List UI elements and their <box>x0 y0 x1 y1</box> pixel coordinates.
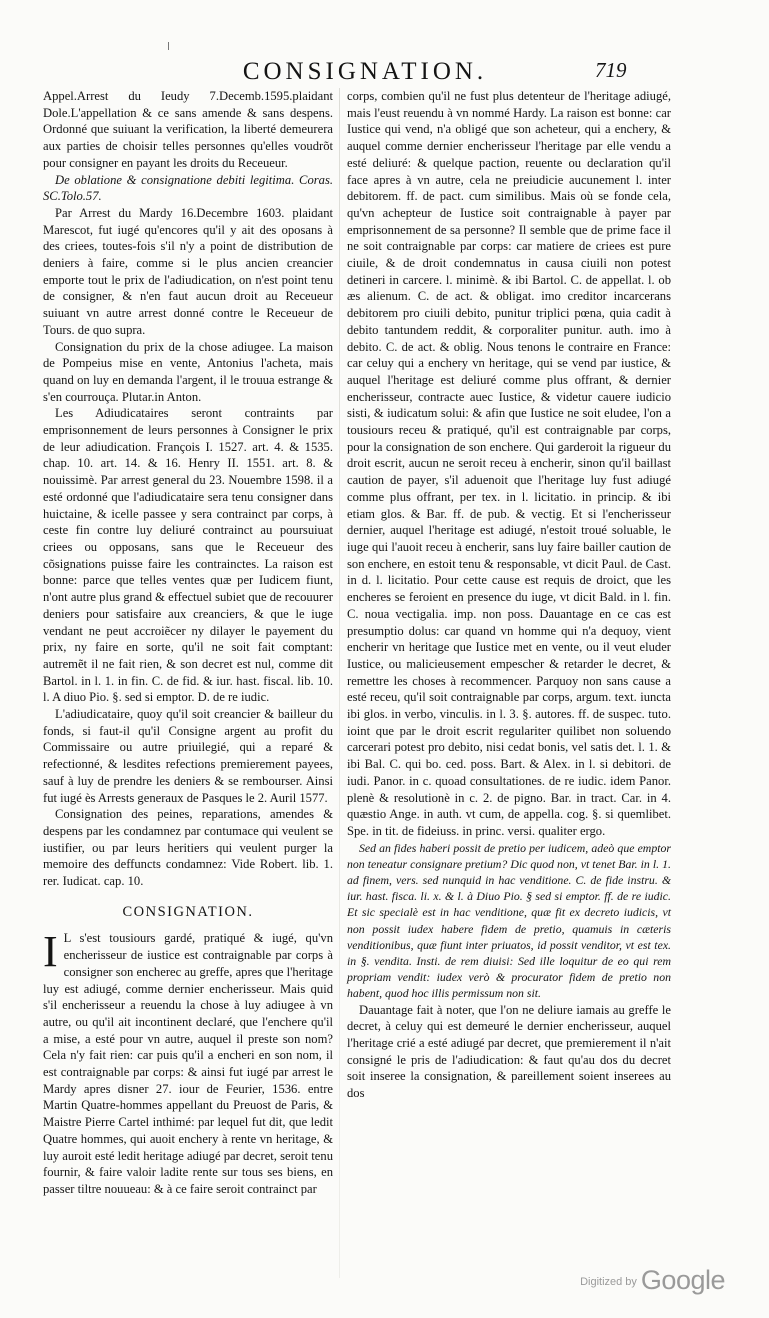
left-paragraph: Consignation du prix de la chose adiugee. La maison de Pompeius mise en vente, Antonius l'acheta, mais quand on luy en demanda l'argent, il le trouua estrange & s'en courrouça. Plutar.in Anton. <box>43 339 333 404</box>
watermark-prefix: Digitized by <box>580 1276 637 1288</box>
section-heading: CONSIGNATION. <box>122 903 254 920</box>
left-paragraph: Consignation des peines, reparations, amendes & despens par les condamnez par contumace qui veulent se iustifier, ou par leurs heritiers qui veulent purger la memoire des deffuncts condamnez: Vide Robert. lib. 1. rer. Iudicat. cap. 10. <box>43 807 333 889</box>
left-paragraph: L'adiudicataire, quoy qu'il soit creancier & bailleur du fonds, si faut-il qu'il Consigne argent au profit du Commissaire ou autre priuilegié, qui a reparé & refectionné, & lesdites refections premierement payees, sauf à luy de prendre les deniers & se rembourser. Ainsi fut iugé ès Arrests generaux de Pasques le 2. Auril 1577. <box>43 707 333 805</box>
left-paragraph: Appel.Arrest du Ieudy 7.Decemb.1595.plaidant Dole.L'appellation & ce sans amende & sans despens. Ordonné que suiuant la verification, la liberté demeurera aux parties de choisir telles personnes qu'elles voudrõt pour consigner en payant les droits du Receueur. <box>43 89 333 170</box>
section-paragraph <box>43 927 333 1197</box>
left-paragraph: De oblatione & consignatione debiti legitima. Coras. SC.Tolo.57. <box>43 172 333 204</box>
right-paragraph: Dauantage fait à noter, que l'on ne deliure iamais au greffe le decret, à celuy qui est demeuré le dernier encherisseur, auquel l'heritage crié a esté adiugé par decret, que premierement il n'ait consigné le pris de l'adiudication: & faut qu'au dos du decret soit inseree la consignation, & pareillement soient inserees au dos <box>347 1002 671 1101</box>
running-title: CONSIGNATION. <box>242 58 488 85</box>
drop-cap: I <box>43 927 58 977</box>
left-paragraphs <box>43 88 333 890</box>
digitized-watermark <box>580 1265 725 1296</box>
right-paragraph: Sed an fides haberi possit de pretio per iudicem, adeò que emptor non teneatur consignare pretium? Dic quod non, vt tenet Bar. in l. 1. ad finem, vers. sed nunquid in hac venditione. C. de fide instru. & iur. hast. fisca. li. x. & l. à Diuo Pio. § sed si emptor. ff. de re iudic. Et sic specialè est in hac venditione, quæ fit ex decreto iudicis, vt non possit iudex habere fidem de pretio, quamuis in cæteris venditionibus, quæ fiunt inter priuatos, id possit venditor, vt est tex. in §. vendita. Insti. de rem diuisi: Sed ille loquitur de eo qui rem propriam vendit: iudex verò & procurator fidem de pretio non habent, quod hoc illis permissum non sit. <box>347 840 671 1001</box>
left-paragraph: Par Arrest du Mardy 16.Decembre 1603. plaidant Marescot, fut iugé qu'encores qu'il y ait des oposans à des criees, toutes-fois s'il n'y a point de distribution de deniers à faire, comme si le plus ancien creancier emporte tout le prix de l'adiudication, on n'est point tenu de consigner, & n'en faut aucun droit au Receueur suiuant vn autre arrest donné contre le Receueur de Tours. de quo supra. <box>43 205 333 337</box>
left-paragraph: Les Adiudicataires seront contraints par emprisonnement de leurs personnes à Consigner le prix de leur adiudication. François I. 1527. art. 4. & 1535. chap. 10. art. 14. & 16. Henry II. 1551. art. 8. & nouissimè. Par arrest general du 23. Nouembre 1598. il a esté ordonné que l'adiudicataire sera tenu consigner dans huictaine, & icelle passee y sera contrainct par corps, à ceste fin contre luy deliuré contrainct au poursuiuat criees ou opposans, sans que le Receueur des cõsignations puisse faire les contrainctes. La raison est bonne: parce que telles ventes quæ per Iudicem fiunt, n'ont autre plus grand & effectuel subiet que de recouurer deniers pour satisfaire aux creanciers, & que le iuge vendant ne peut accroiẽcer ny dilayer le payement du prix, ny faire en sorte, qu'il ne soit fait comptant: autremẽt il ne fait rien, & son decret est nul, comme dit Bartol. in l. 1. in fin. C. de fid. & iur. hast. fiscal. lib. 10. l. A diuo Pio. §. sed si emptor. D. de re iudic. <box>43 406 333 705</box>
column-divider <box>339 88 340 1278</box>
right-paragraph: corps, combien qu'il ne fust plus detenteur de l'heritage adiugé, mais l'eust reuendu à vn nommé Hardy. La raison est bonne: car Iustice qui vend, n'a obligé que son acheteur, qui a enchery, & auquel comme dernier encherisseur l'heritage par elle vendu a esté deliuré: & quelque paction, reuente ou declaration qu'il face apres à vn autre, cela ne preiudicie aucunement l. inter debitorem. ff. de pact. cum similibus. Mais où se fonde cela, qu'vn achepteur de Iustice soit contraignable à payer par emprisonnement de sa personne? Il semble que de prime face il ne soit contraignable par corps: car matiere de criees est pure ciuile, & de droit condemnatus in causa ciuili non potest detineri in carcere. l. minimè. & ibi Bartol. C. de appellat. l. ob æs alienum. C. de act. & obligat. imo creditor incarcerans debitorem pro ciuili debito, punitur triplici pœna, quia cadit à debito tantundem reddit, & corporaliter punitur. auth. imo à debito. C. de act. & oblig. Nous tenons le contraire en France: car celuy qui a enchery vn heritage, qui se vend par iustice, & auquel l'heritage est deliuré comme plus offrant, & dernier encherisseur, contracte auec Iustice, & videtur cauere iudicio sisti, & iudicatum solui: & afin que Iustice ne soit eludee, l'on a tousiours receu & pratiqué, qu'il est contraignable par corps, pour la consignation de son enchere. Qui garderoit la rigueur du droit escrit, aucun ne seroit receu à encherir, sinon qu'il baillast caution de payer, s'il aduenoit que l'heritage luy fust adiugé comme plus offrant, per tex. in l. licitatio. in princip. & ibi etiam glos. & Bar. ff. de pub. & vectig. Et si l'encherisseur dernier, auquel l'heritage est adiugé, n'estoit troué soluable, le iuge qui l'auoit receu à encherir, sans luy faire bailler caution de son enchere, en estoit tenu & responsable, vt dicit Paul. de Cast. in d. l. licitatio. Pour cette cause est requis de droict, que les encheres se feroient en presence du iuge, vt dicit Bald. in l. fin. C. noua vectigalia. imp. non poss. Dauantage en ce cas est presumptio dolus: car quand vn homme qui n'a dequoy, vient encherir vn heritage que Iustice met en vente, ou il veut eluder Iustice, ou malicieusement empescher & retarder le decret, & remettre les choses à recommencer. Parquoy non sans cause a esté receu, qu'il soit contraignable par corps, argum. text. iuncta ibi glos. in verbo, vinculis. in l. 3. §. autores. ff. de suspec. tuto. ioint que par le droit escrit regulariter quilibet non soluendo carcerari potest pro debito, nisi cedat bonis, vel satis det. l. 1. & ibi Bal. C. qui bo. ced. poss. Bart. & Alex. in l. si debitori. de iudi. Panor. in c. quoad consultationes. de re iudic. idem Panor. plenè & resolutionè in c. 2. de pigno. Bar. in tract. Car. in 4. quæstio Ange. in auth. vt cum, de appella. cog. §. si quemlibet. Spe. in tit. de fideiuss. in princ. versi. qualiter ergo. <box>347 89 671 838</box>
left-column <box>43 88 333 1198</box>
margin-mark <box>168 42 169 50</box>
page-number: 719 <box>595 58 627 82</box>
right-column <box>347 88 671 1102</box>
section-paragraph-text: L s'est tousiours gardé, pratiqué & iugé, qu'vn encherisseur de iustice est contraignable par corps à consigner son encherec au greffe, apres que l'heritage luy est adiugé, comme dernier encherisseur. Mais quid s'il encherisseur a reuendu la chose à luy adiugee à vn autre, ou qu'il ait incontinent declaré, que l'enchere qu'il a mise, a esté pour vn autre, auquel il preste son nom? Cela n'y fait rien: car puis qu'il a encheri en son nom, il est contraignable par corps: & ainsi fut iugé par arrest le Mardy apres disner 27. iour de Feurier, 1536. entre Martin Quatre-hommes appellant du Preuost de Paris, & Maistre Pierre Cartel inthimé: par lequel fut dit, que ledit Quatre hommes, qui auoit enchery à rente vn heritage, & luy auroit esté ledit heritage adiugé par decret, seroit tenu fournir, & faire valoir ladite rente sur tous ses biens, en passer tiltre nouueau: & à ce faire seroit contrainct par <box>43 931 333 1196</box>
google-logo: Google <box>640 1265 725 1295</box>
